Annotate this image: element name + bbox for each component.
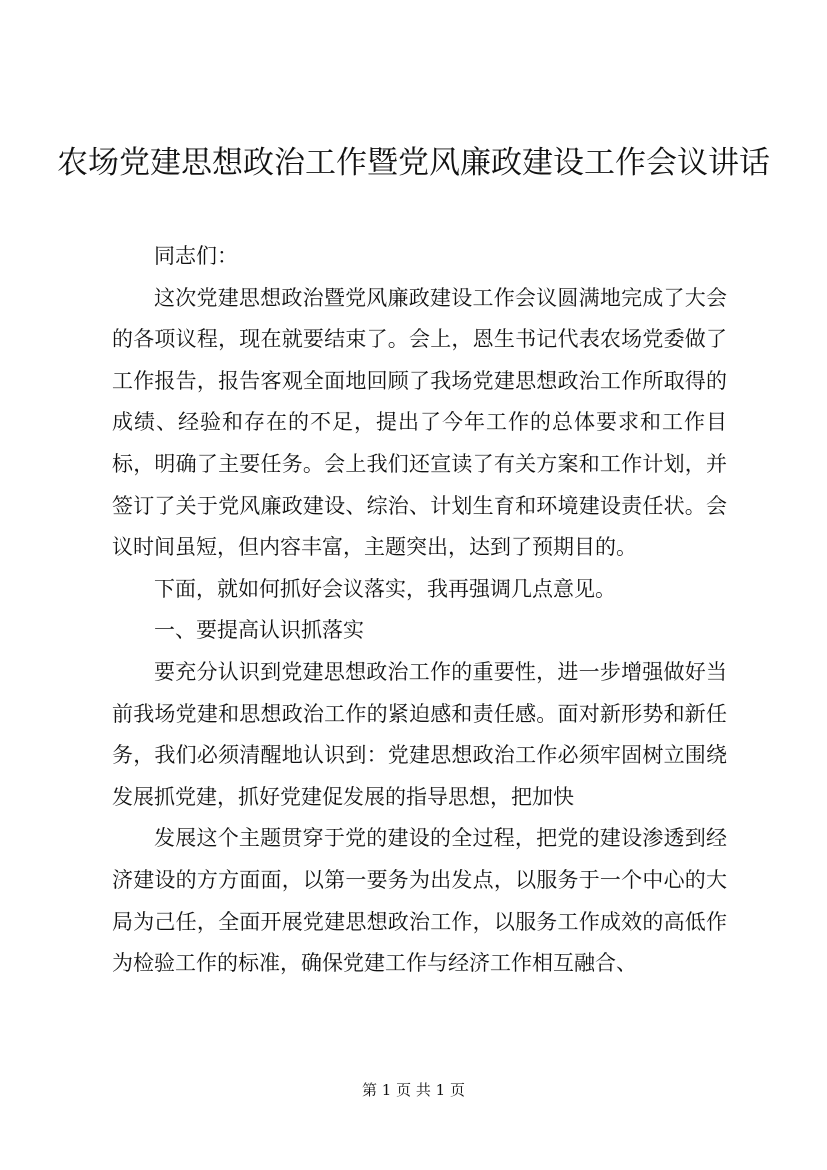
paragraph-intro-opinions: 下面，就如何抓好会议落实，我再强调几点意见。 (154, 576, 616, 601)
page-footer: 第 1 页 共 1 页 (362, 1081, 465, 1099)
salutation: 同志们： (154, 244, 238, 268)
paragraph-development: 发展这个主题贯穿于党的建设的全过程，把党的建设渗透到经济建设的方方面面，以第一要务为出发点，以服务于一个中心的大局为己任，全面开展党建思想政治工作，以服务工作成效的高低作为检验工作的标准，确保党建工作与经济工作相互融合、 (112, 826, 727, 976)
paragraph-importance: 要充分认识到党建思想政治工作的重要性，进一步增强做好当前我场党建和思想政治工作的紧迫感和责任感。面对新形势和新任务，我们必须清醒地认识到：党建思想政治工作必须牢固树立围绕发展抓党建，抓好党建促发展的指导思想，把加快 (112, 659, 727, 809)
section-heading-1: 一、要提高认识抓落实 (154, 618, 364, 643)
paragraph-meeting-summary: 这次党建思想政治暨党风廉政建设工作会议圆满地完成了大会的各项议程，现在就要结束了。会上，恩生书记代表农场党委做了工作报告，报告客观全面地回顾了我场党建思想政治工作所取得的成绩、经验和存在的不足，提出了今年工作的总体要求和工作目标，明确了主要任务。会上我们还宣读了有关方案和工作计划，并签订了关于党风廉政建设、综治、计划生育和环境建设责任状。会议时间虽短，但内容丰富，主题突出，达到了预期目的。 (112, 285, 727, 560)
document-title: 农场党建思想政治工作暨党风廉政建设工作会议讲话 (57, 145, 770, 181)
document-body (112, 236, 727, 985)
